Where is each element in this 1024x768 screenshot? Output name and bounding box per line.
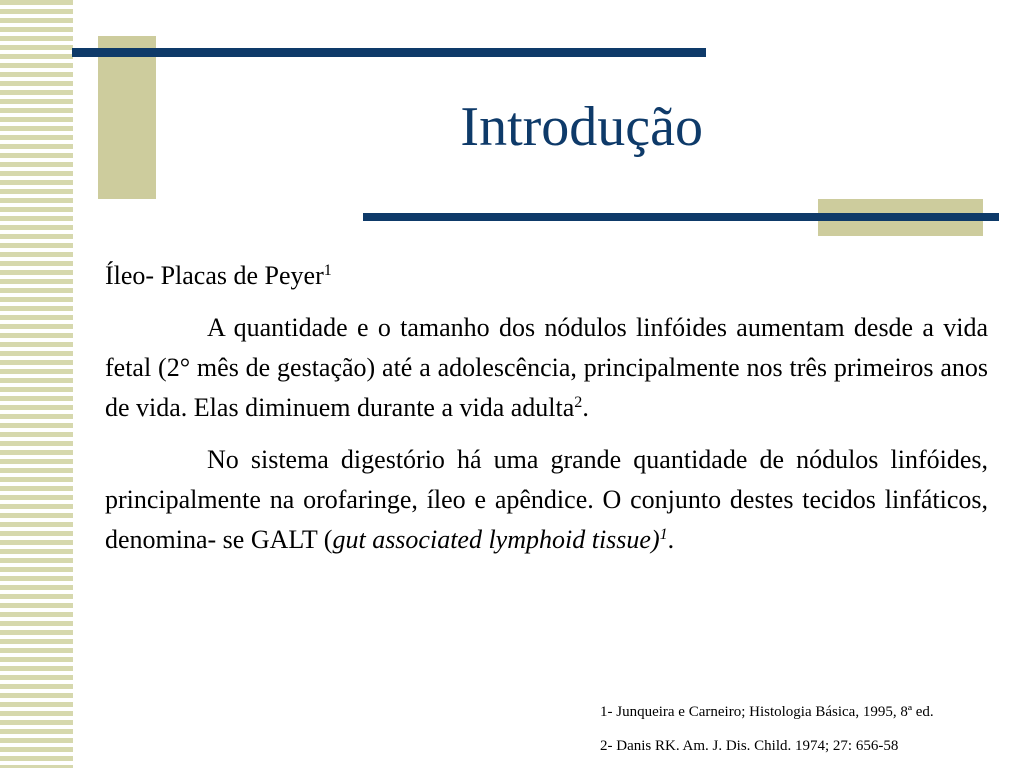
paragraph-1-end: . — [582, 393, 589, 422]
paragraph-2-citation: 1 — [659, 526, 668, 544]
navy-rule-bottom — [363, 213, 999, 221]
section-heading-text: Íleo- Placas de Peyer — [105, 261, 324, 290]
paragraph-2 — [105, 440, 988, 560]
khaki-accent-block-top — [98, 36, 156, 199]
slide-body — [105, 256, 988, 560]
paragraph-1 — [105, 308, 988, 428]
paragraph-1-text: A quantidade e o tamanho dos nódulos linfóides aumentam desde a vida fetal (2° mês de gestação) até a adolescência, principalmente nos três primeiros anos de vida. Elas diminuem durante a vida adulta — [105, 313, 988, 422]
paragraph-2-end: . — [667, 525, 675, 554]
reference-1: 1- Junqueira e Carneiro; Histologia Básica, 1995, 8ª ed. — [600, 704, 934, 720]
striped-sidebar-decoration — [0, 0, 73, 768]
paragraph-1-citation: 2 — [574, 394, 583, 412]
paragraph-2-italic — [332, 525, 667, 554]
paragraph-2-text: No sistema digestório há uma grande quantidade de nódulos linfóides, principalmente na orofaringe, íleo e apêndice. O conjunto destes tecidos linfáticos, denomina- se GALT ( — [105, 445, 988, 554]
reference-2: 2- Danis RK. Am. J. Dis. Child. 1974; 27: 656-58 — [600, 738, 899, 754]
section-heading — [105, 256, 988, 296]
paragraph-2-italic-text: gut associated lymphoid tissue) — [332, 525, 660, 554]
navy-rule-top — [72, 48, 706, 57]
slide-title: Introdução — [460, 96, 703, 158]
heading-citation: 1 — [323, 262, 332, 280]
